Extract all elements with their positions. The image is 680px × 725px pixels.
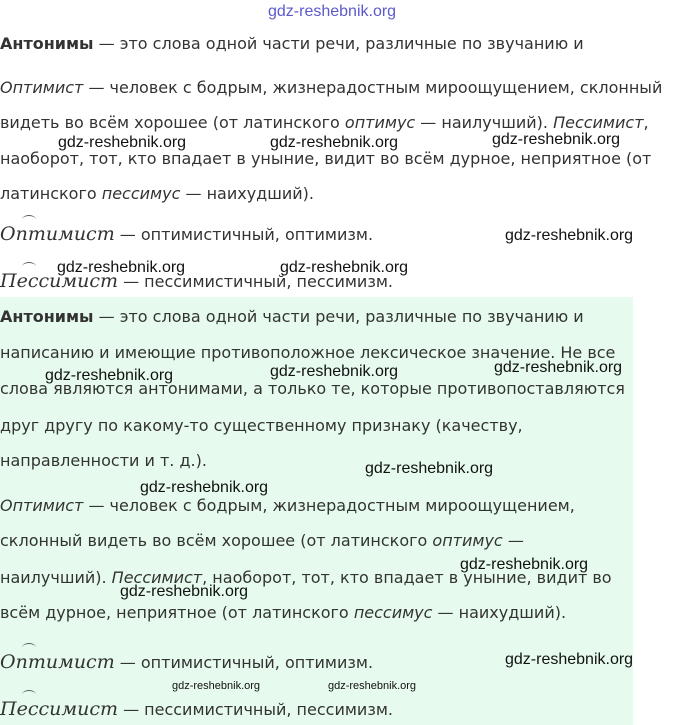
watermark: gdz-reshebnik.org <box>58 134 187 151</box>
term: Пессимист <box>553 113 644 132</box>
watermark: gdz-reshebnik.org <box>268 3 397 20</box>
answer-line-7 <box>0 531 524 551</box>
watermark: gdz-reshebnik.org <box>280 259 409 276</box>
watermark: gdz-reshebnik.org <box>120 583 249 600</box>
text: — пессимистичный, пессимизм. <box>117 700 393 719</box>
text: — оптимистичный, оптимизм. <box>114 653 374 672</box>
answer-line-1 <box>0 307 584 327</box>
answer-line-2: написанию и имеющие противоположное лексическое значение. Не все <box>0 343 616 362</box>
term-antonyms: Антонимы <box>0 307 94 326</box>
word-optimist: Оптимист <box>0 651 115 673</box>
watermark: gdz-reshebnik.org <box>270 134 399 151</box>
watermark: gdz-reshebnik.org <box>172 680 261 692</box>
term: оптимус <box>344 113 416 132</box>
watermark: gdz-reshebnik.org <box>505 227 634 244</box>
answer-line-4: друг другу по какому-то существенному признаку (качеству, <box>0 416 523 435</box>
text: — наихудший). <box>180 184 314 203</box>
text: — это слова одной части речи, различные по звучанию и <box>93 307 584 326</box>
term-antonyms: Антонимы <box>0 34 94 53</box>
text: — человек с бодрым, жизнерадостным мироощущением, <box>83 496 575 515</box>
watermark: gdz-reshebnik.org <box>505 651 634 668</box>
text: — наилучший). <box>415 113 554 132</box>
watermark: gdz-reshebnik.org <box>328 680 417 692</box>
answer-line-10 <box>0 652 373 673</box>
answer-line-5: направленности и т. д.). <box>0 451 207 470</box>
watermark: gdz-reshebnik.org <box>270 363 399 380</box>
term-optimist: Оптимист <box>0 496 84 515</box>
text: латинского <box>0 184 102 203</box>
text: — оптимистичный, оптимизм. <box>114 225 374 244</box>
term: пессимус <box>101 184 181 203</box>
top-line-1 <box>0 34 584 54</box>
answer-line-9 <box>0 603 566 623</box>
text: — это слова одной части речи, различные по звучанию и <box>93 34 584 53</box>
text: склонный видеть во всём хорошее (от латинского <box>0 531 433 550</box>
answer-line-3: слова являются антонимами, а только те, которые противопоставляются <box>0 379 625 398</box>
text: видеть во всём хорошее (от латинского <box>0 113 345 132</box>
top-line-5 <box>0 184 314 204</box>
watermark: gdz-reshebnik.org <box>57 259 186 276</box>
watermark: gdz-reshebnik.org <box>365 460 494 477</box>
text: , наоборот, тот, кто впадает в уныние, видит во <box>202 568 612 587</box>
term-optimist: Оптимист <box>0 78 84 97</box>
text: — пессимистичный, пессимизм. <box>117 272 393 291</box>
word-pessimist: Пессимист <box>0 698 118 720</box>
text: , <box>643 113 649 132</box>
word-pessimist: Пессимист <box>0 270 118 292</box>
top-line-4: наоборот, тот, кто впадает в уныние, видит во всём дурное, неприятное (от <box>0 149 652 168</box>
text: наилучший). <box>0 568 112 587</box>
text: — наихудший). <box>432 603 567 622</box>
answer-line-11 <box>0 699 393 720</box>
text: — <box>502 531 524 550</box>
text: — человек с бодрым, жизнерадостным мироощущением, склонный <box>83 78 663 97</box>
text: всём дурное, неприятное (от латинского <box>0 603 354 622</box>
watermark: gdz-reshebnik.org <box>494 359 623 376</box>
watermark: gdz-reshebnik.org <box>492 131 621 148</box>
term: Пессимист <box>111 568 203 587</box>
answer-line-6 <box>0 496 575 516</box>
watermark: gdz-reshebnik.org <box>45 367 174 384</box>
top-line-6 <box>0 224 373 245</box>
top-line-3 <box>0 113 649 133</box>
term: оптимус <box>432 531 503 550</box>
word-optimist: Оптимист <box>0 223 115 245</box>
watermark: gdz-reshebnik.org <box>140 479 269 496</box>
top-line-2 <box>0 78 662 98</box>
term: пессимус <box>353 603 433 622</box>
watermark: gdz-reshebnik.org <box>460 556 589 573</box>
